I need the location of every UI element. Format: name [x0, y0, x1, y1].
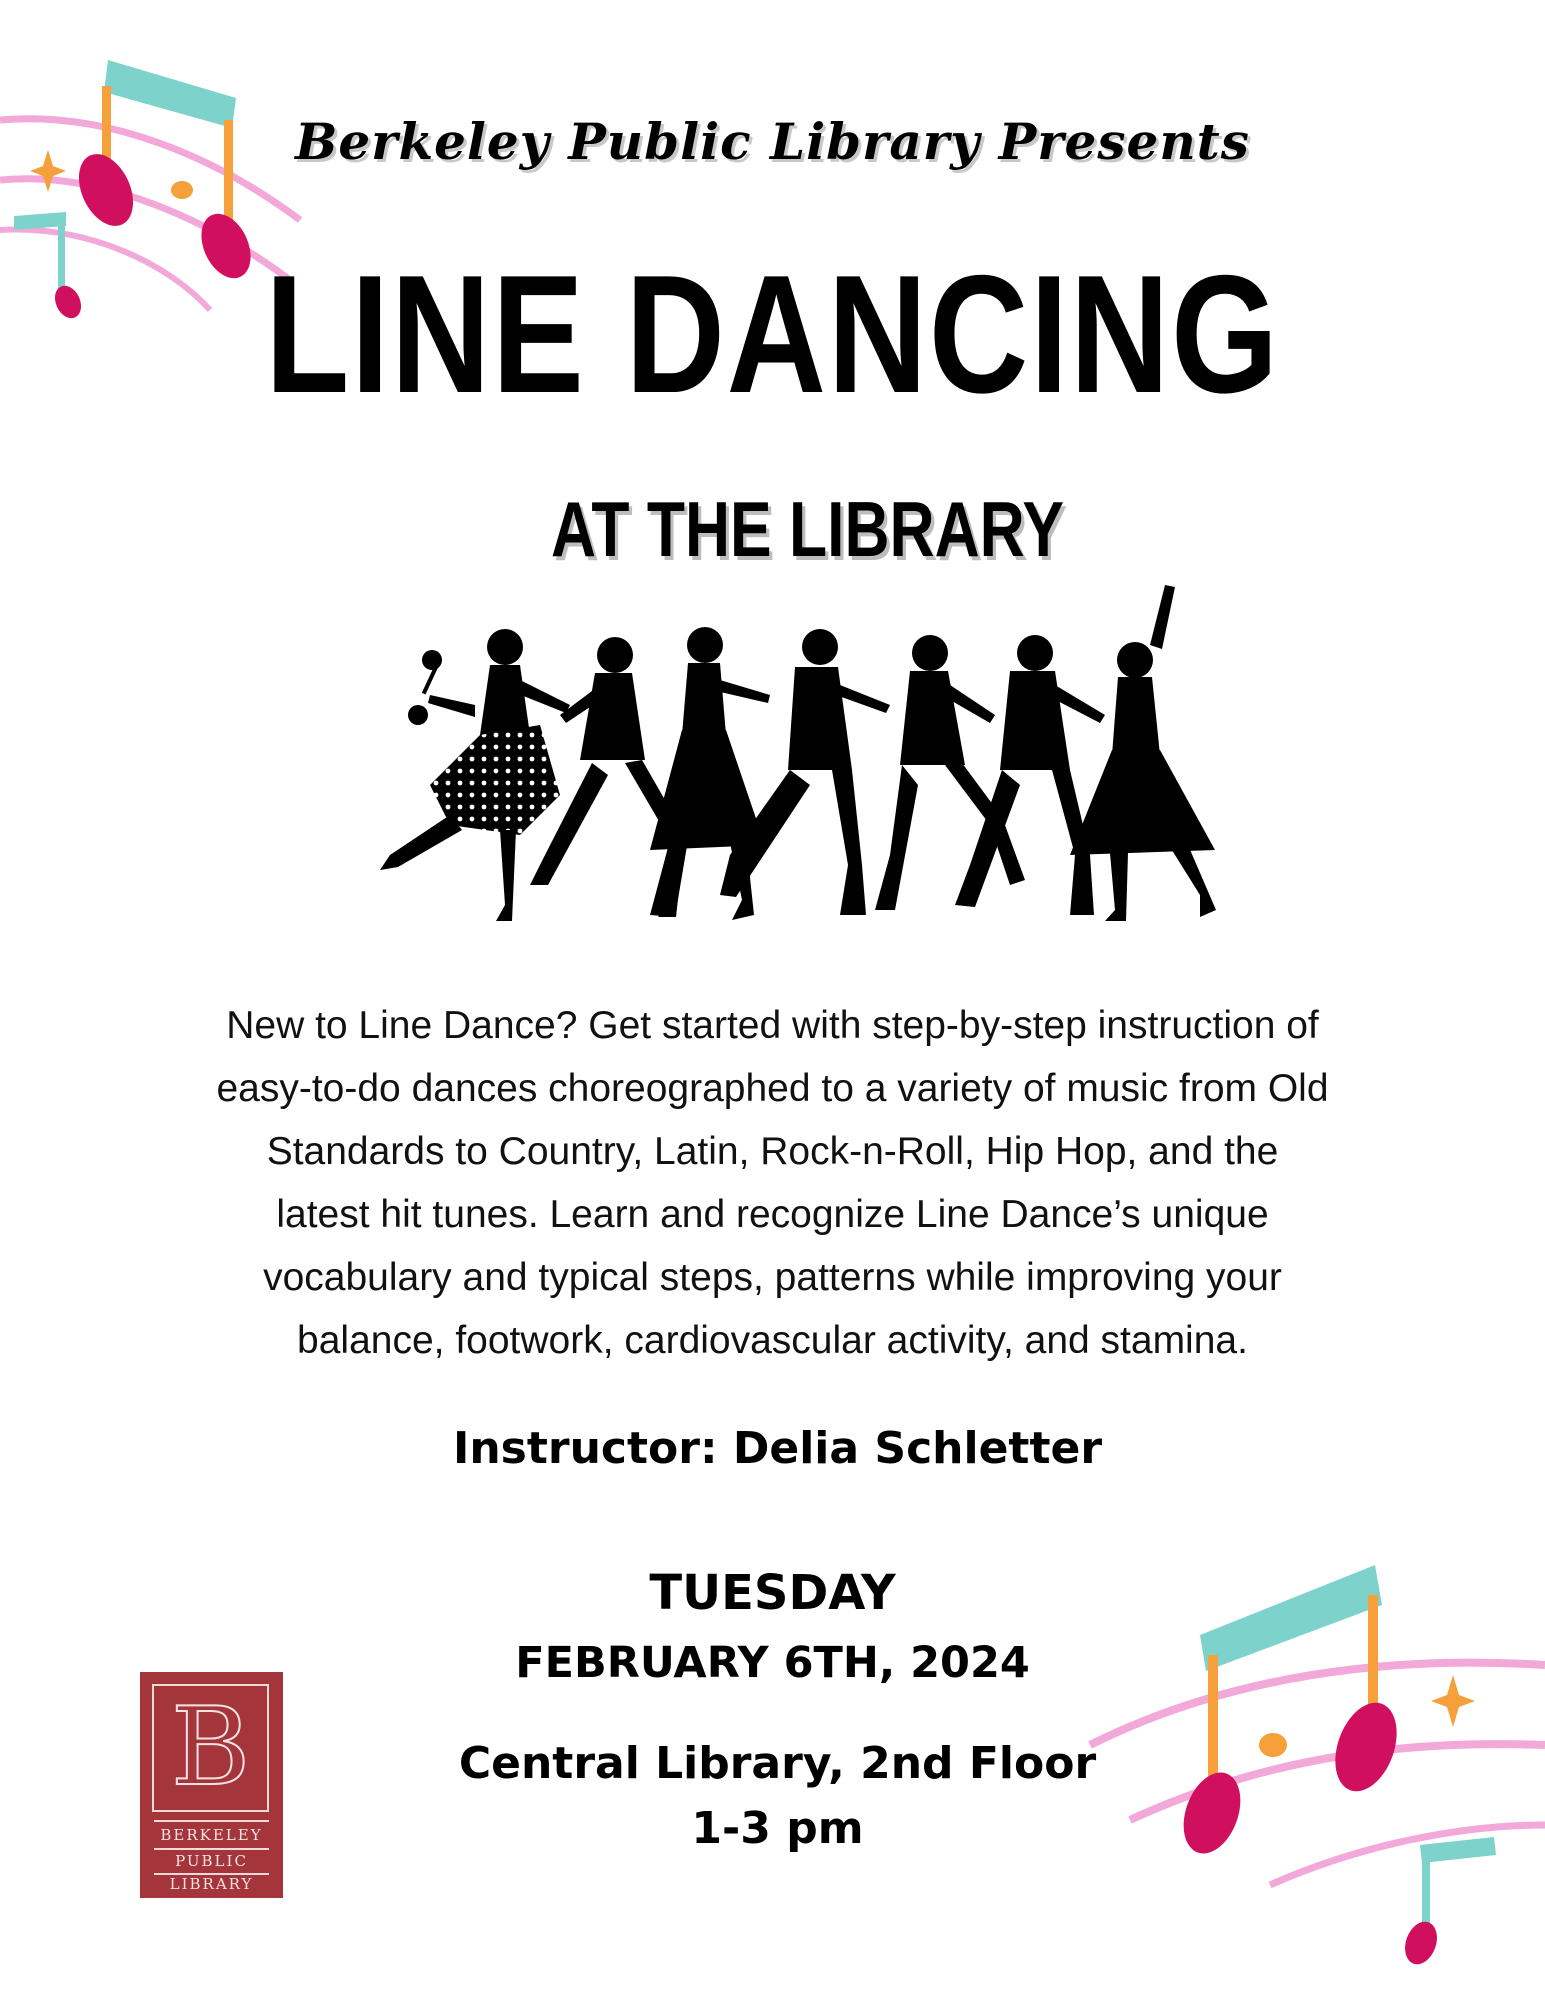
- event-date: FEBRUARY 6TH, 2024: [515, 1638, 1030, 1688]
- event-day: TUESDAY: [649, 1565, 896, 1621]
- event-time: 1-3 pm: [691, 1803, 864, 1854]
- description-line: New to Line Dance? Get started with step-by-step instruction of: [226, 1004, 1319, 1047]
- page-subtitle: AT THE LIBRARY: [550, 485, 1065, 573]
- description-line: Standards to Country, Latin, Rock-n-Roll, Hip Hop, and the: [266, 1130, 1279, 1173]
- presents-heading: Berkeley Public Library Presents: [295, 112, 1250, 171]
- logo-divider: [154, 1848, 269, 1850]
- dancers-silhouette-icon: [370, 585, 1230, 945]
- event-location: Central Library, 2nd Floor: [458, 1738, 1097, 1789]
- event-description: [110, 994, 1435, 1372]
- logo-letter: B: [170, 1685, 251, 1810]
- library-logo: [140, 1672, 283, 1898]
- description-line: vocabulary and typical steps, patterns while improving your: [263, 1256, 1282, 1299]
- description-line: latest hit tunes. Learn and recognize Line Dance’s unique: [276, 1193, 1269, 1236]
- logo-text-library: LIBRARY: [169, 1875, 254, 1893]
- logo-text-public: PUBLIC: [175, 1852, 248, 1870]
- description-line: balance, footwork, cardiovascular activity, and stamina.: [297, 1319, 1248, 1362]
- description-line: easy-to-do dances choreographed to a variety of music from Old: [216, 1067, 1329, 1110]
- logo-frame: [152, 1684, 269, 1812]
- page-title: LINE DANCING: [265, 240, 1280, 428]
- logo-divider: [154, 1820, 269, 1822]
- instructor-name: Instructor: Delia Schletter: [452, 1423, 1103, 1474]
- logo-text-berkeley: BERKELEY: [160, 1826, 263, 1844]
